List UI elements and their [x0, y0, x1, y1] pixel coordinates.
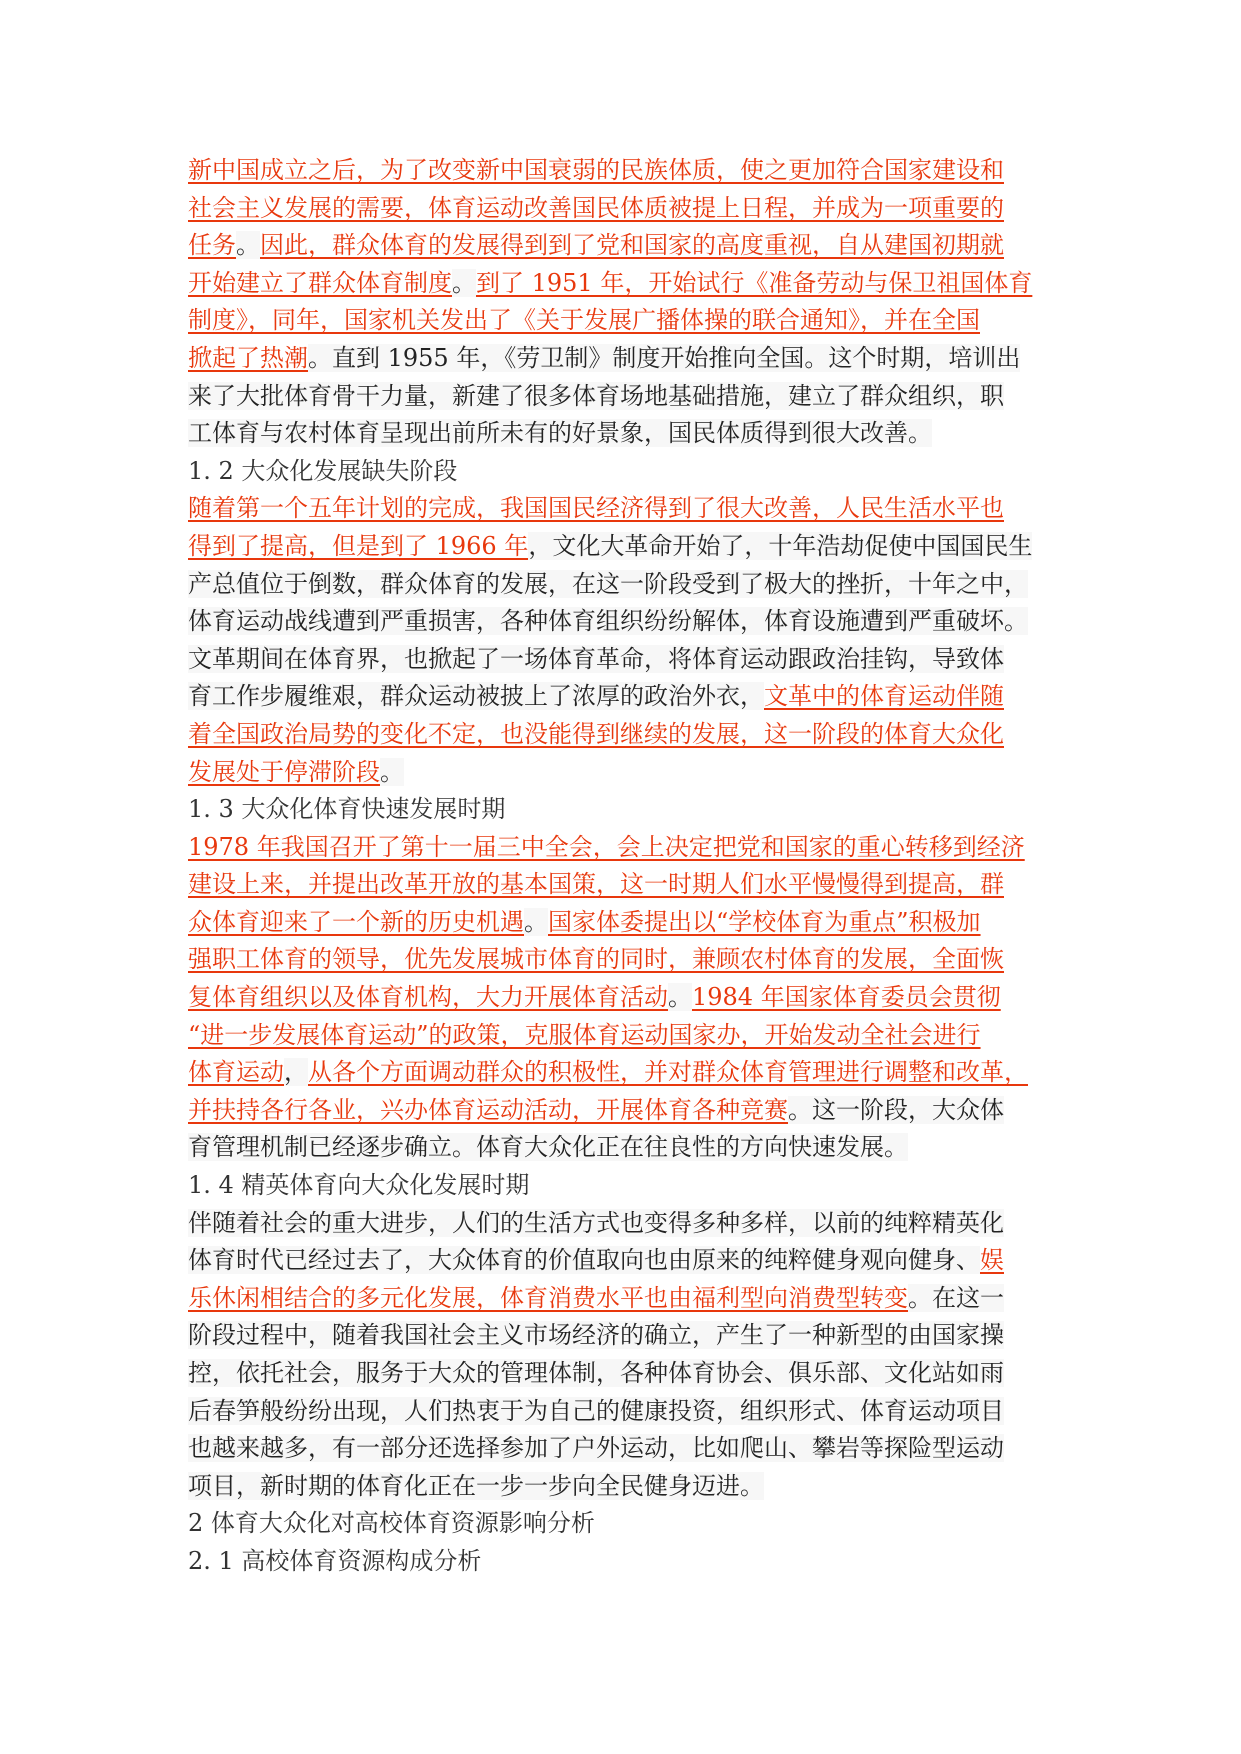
text-line [188, 1468, 1078, 1506]
text-line [188, 1393, 1078, 1431]
marked-text: 复体育组织以及体育机构，大力开展体育活动 [188, 983, 668, 1012]
marked-text: 国家体委提出以“学校体育为重点”积极加 [548, 907, 981, 936]
text-line [188, 1355, 1078, 1393]
body-text: 1. 2 大众化发展缺失阶段 [188, 456, 458, 485]
text-line [188, 415, 1078, 453]
text-line [188, 754, 1078, 792]
body-text: 产总值位于倒数，群众体育的发展，在这一阶段受到了极大的挫折，十年之中， [188, 569, 1028, 598]
body-text: 。 [452, 268, 476, 297]
text-line [188, 641, 1078, 679]
body-text: 1. 3 大众化体育快速发展时期 [188, 795, 506, 824]
text-line [188, 1205, 1078, 1243]
marked-text: 众体育迎来了一个新的历史机遇 [188, 907, 524, 936]
body-text: 。 [524, 907, 548, 936]
body-text: 。直到 1955 年，《劳卫制》制度开始推向全国。这个时期，培训出 [308, 343, 1021, 372]
marked-text: 制度》，同年，国家机关发出了《关于发展广播体操的联合通知》，并在全国 [188, 306, 980, 335]
body-text: 1. 4 精英体育向大众化发展时期 [188, 1171, 530, 1200]
text-line [188, 152, 1078, 190]
text-line [188, 979, 1078, 1017]
text-line [188, 340, 1078, 378]
section-heading [188, 453, 1078, 491]
marked-text: 体育运动 [188, 1058, 284, 1087]
body-text: 2. 1 高校体育资源构成分析 [188, 1546, 482, 1575]
body-text: 阶段过程中，随着我国社会主义市场经济的确立，产生了一种新型的由国家操 [188, 1321, 1004, 1350]
marked-text: 建设上来，并提出改革开放的基本国策，这一时期人们水平慢慢得到提高，群 [188, 870, 1004, 899]
marked-text: 因此，群众体育的发展得到到了党和国家的高度重视，自从建国初期就 [260, 231, 1004, 260]
document-body [188, 152, 1078, 1581]
body-text: 控，依托社会，服务于大众的管理体制，各种体育协会、俱乐部、文化站如雨 [188, 1359, 1004, 1387]
marked-text: 乐休闲相结合的多元化发展，体育消费水平也由福利型向消费型转变 [188, 1283, 908, 1312]
marked-text: 开始建立了群众体育制度 [188, 268, 452, 297]
marked-text: 社会主义发展的需要，体育运动改善国民体质被提上日程，并成为一项重要的 [188, 193, 1004, 222]
text-line [188, 941, 1078, 979]
marked-text: 到了 1951 年，开始试行《准备劳动与保卫祖国体育 [476, 268, 1033, 297]
marked-text: 娱 [980, 1246, 1004, 1275]
body-text: 来了大批体育骨干力量，新建了很多体育场地基础措施，建立了群众组织，职 [188, 381, 1004, 410]
marked-text: 着全国政治局势的变化不定，也没能得到继续的发展，这一阶段的体育大众化 [188, 719, 1004, 748]
text-line [188, 566, 1078, 604]
text-line [188, 1242, 1078, 1280]
text-line [188, 904, 1078, 942]
section-heading [188, 791, 1078, 829]
marked-text: “进一步发展体育运动”的政策，克服体育运动国家办，开始发动全社会进行 [188, 1020, 981, 1049]
marked-text: 并扶持各行各业，兴办体育运动活动，开展体育各种竞赛 [188, 1095, 788, 1124]
text-line [188, 528, 1078, 566]
section-heading [188, 1505, 1078, 1543]
body-text: 2 体育大众化对高校体育资源影响分析 [188, 1509, 595, 1538]
text-line [188, 1430, 1078, 1468]
marked-text: 从各个方面调动群众的积极性，并对群众体育管理进行调整和改革， [308, 1058, 1028, 1087]
body-text: 。这一阶段，大众体 [788, 1095, 1004, 1124]
body-text: 项目，新时期的体育化正在一步一步向全民健身迈进。 [188, 1471, 764, 1500]
body-text: 。在这一 [908, 1283, 1004, 1312]
text-line [188, 378, 1078, 416]
text-line [188, 1054, 1078, 1092]
body-text: 体育时代已经过去了，大众体育的价值取向也由原来的纯粹健身观向健身、 [188, 1246, 980, 1275]
text-line [188, 603, 1078, 641]
body-text: 。 [236, 231, 260, 260]
body-text: 工体育与农村体育呈现出前所未有的好景象，国民体质得到很大改善。 [188, 419, 932, 448]
body-text: ，文化大革命开始了，十年浩劫促使中国国民生 [528, 531, 1033, 560]
marked-text: 任务 [188, 231, 236, 260]
body-text: 育管理机制已经逐步确立。体育大众化正在往良性的方向快速发展。 [188, 1133, 908, 1162]
text-line [188, 190, 1078, 228]
text-line [188, 227, 1078, 265]
text-line [188, 678, 1078, 716]
body-text: 育工作步履维艰，群众运动被披上了浓厚的政治外衣， [188, 682, 764, 711]
marked-text: 发展处于停滞阶段 [188, 757, 380, 786]
text-line [188, 716, 1078, 754]
marked-text: 得到了提高，但是到了 1966 年 [188, 531, 529, 560]
text-line [188, 1092, 1078, 1130]
text-line [188, 490, 1078, 528]
marked-text: 随着第一个五年计划的完成，我国国民经济得到了很大改善，人民生活水平也 [188, 494, 1004, 523]
marked-text: 1978 年我国召开了第十一届三中全会，会上决定把党和国家的重心转移到经济 [188, 832, 1025, 861]
body-text: 。 [380, 757, 404, 786]
marked-text: 新中国成立之后，为了改变新中国衰弱的民族体质，使之更加符合国家建设和 [188, 156, 1004, 184]
text-line [188, 1017, 1078, 1055]
body-text: 伴随着社会的重大进步，人们的生活方式也变得多种多样，以前的纯粹精英化 [188, 1208, 1004, 1237]
text-line [188, 1317, 1078, 1355]
marked-text: 掀起了热潮 [188, 343, 308, 372]
text-line [188, 829, 1078, 867]
body-text: 文革期间在体育界，也掀起了一场体育革命，将体育运动跟政治挂钩，导致体 [188, 644, 1004, 673]
marked-text: 强职工体育的领导，优先发展城市体育的同时，兼顾农村体育的发展，全面恢 [188, 945, 1004, 974]
body-text: 。 [668, 983, 692, 1012]
body-text: 体育运动战线遭到严重损害，各种体育组织纷纷解体，体育设施遭到严重破坏。 [188, 607, 1028, 636]
text-line [188, 1280, 1078, 1318]
text-line [188, 265, 1078, 303]
body-text: 也越来越多，有一部分还选择参加了户外运动，比如爬山、攀岩等探险型运动 [188, 1434, 1004, 1463]
marked-text: 1984 年国家体育委员会贯彻 [692, 983, 1001, 1012]
body-text: ， [284, 1058, 308, 1087]
text-line [188, 302, 1078, 340]
text-line [188, 866, 1078, 904]
section-heading [188, 1167, 1078, 1205]
section-heading [188, 1543, 1078, 1581]
marked-text: 文革中的体育运动伴随 [764, 682, 1004, 711]
text-line [188, 1129, 1078, 1167]
body-text: 后春笋般纷纷出现，人们热衷于为自己的健康投资，组织形式、体育运动项目 [188, 1396, 1004, 1425]
